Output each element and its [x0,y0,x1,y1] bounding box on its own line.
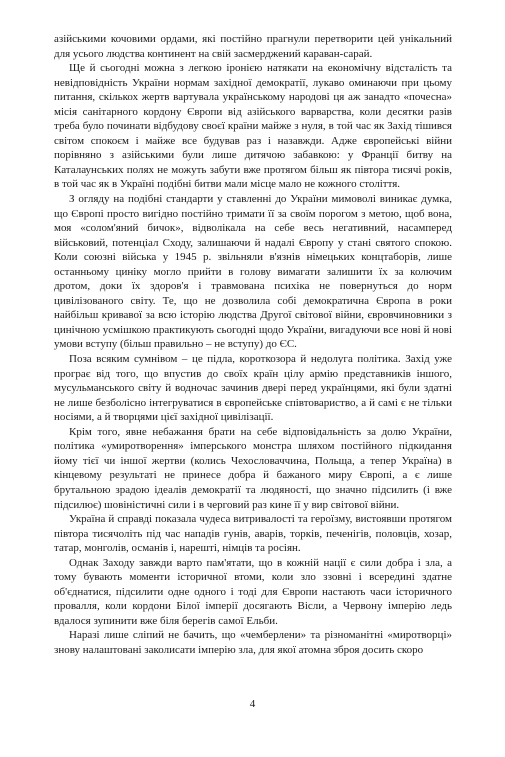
paragraph-8: Наразі лише сліпий не бачить, що «чемберлени» та різноманітні «миротворці» знову налаштовані заколисати імперію зла, для якої атомна зброя досить скоро [54,629,452,656]
paragraph-3: З огляду на подібні стандарти у ставленні до України мимоволі виникає думка, що Європі просто вигідно постійно тримати її за своїм порогом з метою, щоб вона, моя «солом'яний бичок», відволікала на себе весь негативний, насамперед військовий, потенціал Сходу, залишаючи й надалі Європу у стані святого спокою. Коли союзні війська у 1945 р. звільняли в'язнів німецьких концтаборів, лише останньому цинiку могло прийти в голову вимагати залишити їх за колючим дротом, доки їх здоров'я і травмована психіка не повернуться до норм цивілізованого світу. Те, що не дозволила собі демократична Європа в роки найбільш кривавої за всю історію людства Другої світової війни, євровчиновники з цинічною усмішкою практикують сьогодні щодо України, вигадуючи все нові й нові умови вступу (більш правильно – не вступу) до ЄС. [54,193,452,351]
paragraph-7: Однак Заходу завжди варто пам'ятати, що в кожній нації є сили добра і зла, а тому бувають моменти історичної втоми, коли зло ззовні і всередині здатне об'єднатися, підсилити одне одного і тоді для Європи настають часи історичного провалля, коли кордони Білої імперії досягають Вісли, а Червону імперію ледь вдалося зупинити вже біля берегів самої Ельби. [54,556,452,627]
paragraph-5: Крім того, явне небажання брати на себе відповідальність за долю України, політика «умиротворення» імперського монстра шляхом постійного підкидання йому тієї чи іншої жертви (колись Чехословаччина, Польща, а тепер Україна) в кінцевому результаті не принесе добра й бажаного миру Європі, а є лише брутальною зрадою ідеалів демократії та людяності, що значно підсилить (і вже підсилює) шовіністичні сили і в черговий раз кине її у вир світової війни. [54,425,452,511]
body-text [54,32,452,658]
paragraph-1: азійськими кочовими ордами, які постійно прагнули перетворити цей унікальний для усього людства континент на свій засмерджений караван-сарай. [54,33,452,60]
page-number: 4 [249,698,256,710]
paragraph-4: Поза всяким сумнівом – це підла, короткозора й недолуга політика. Захід уже програє від того, що впустив до своїх країн цілу армію представників іншого, мусульманського світу й водночас зачинив двері перед українцями, які були здатні не лише безболісно інтегруватися в європейське співтовариство, а й самі є не тільки носіями, а й творцями цієї західної цивілізації. [54,353,452,424]
paragraph-6: Україна й справді показала чудеса витривалості та героїзму, вистоявши протягом півтора тисячоліть під час нападів гунів, аварів, торків, печенігів, половців, хозар, татар, монголів, османів і, нарешті, німців та росіян. [54,513,452,555]
paragraph-2: Ще й сьогодні можна з легкою іронією натякати на економічну відсталість та невідповідність України нормам західної демократії, лукаво оминаючи при цьому питання, скількох жертв вартувала українському народові ця аж занадто «почесна» місія санітарного кордону Європи від азійського варварства, коли десятки разів треба було починати відбудову своєї країни майже з нуля, в той час як Захід тішився світом спокоєм і майже все будував раз і назавжди. Адже європейські війни порівняно з азійськими були лише дитячою забавкою: у Франції битву на Каталаунських полях не можуть забути вже протягом більш як півтора тисячі років, в той час як в Україні подібні битви мали місце мало не кожного століття. [54,62,452,191]
